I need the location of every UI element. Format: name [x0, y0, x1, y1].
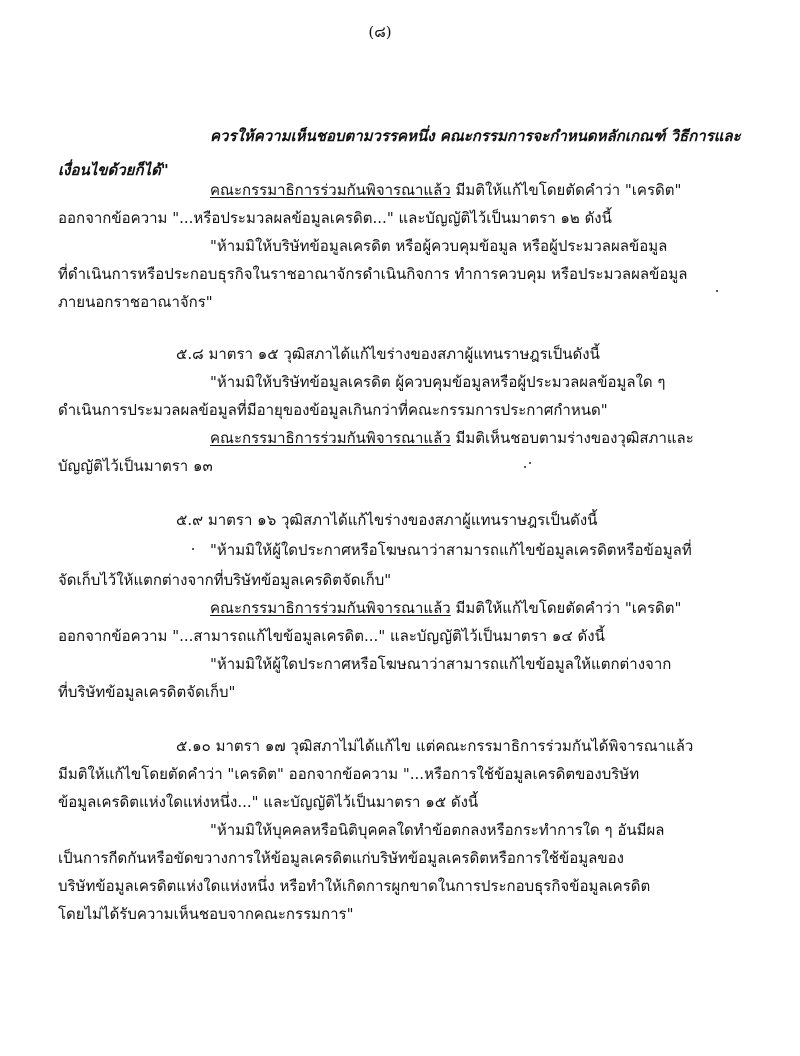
- committee-resolution: มีมติให้แก้ไขโดยตัดคำว่า "เครดิต": [450, 181, 682, 199]
- quote-line: ที่ดำเนินการหรือประกอบธุรกิจในราชอาณาจักรดำเนินกิจการ ทำการควบคุม หรือประมวลผลข้อมูล: [58, 265, 688, 283]
- scan-speck: [192, 548, 194, 550]
- committee-line: [210, 598, 681, 618]
- committee-resolution: มีมติเห็นชอบตามร่างของวุฒิสภาและ: [450, 429, 694, 447]
- quote-line: ที่บริษัทข้อมูลเครดิตจัดเก็บ": [58, 683, 236, 701]
- quote-line: จัดเก็บไว้ให้แตกต่างจากที่บริษัทข้อมูลเครดิตจัดเก็บ": [58, 571, 392, 589]
- committee-label: คณะกรรมาธิการร่วมกันพิจารณาแล้ว: [210, 599, 451, 617]
- scan-speck: [529, 462, 531, 464]
- paragraph-line: เงื่อนไขด้วยก็ได้": [58, 161, 169, 179]
- paragraph-line: ข้อมูลเครดิตแห่งใดแห่งหนึ่ง..." และบัญญัติไว้เป็นมาตรา ๑๕ ดังนี้: [58, 793, 479, 811]
- quote-line: ภายนอกราชอาณาจักร": [58, 293, 213, 311]
- committee-label: คณะกรรมาธิการร่วมกันพิจารณาแล้ว: [210, 429, 451, 447]
- section-heading: ๕.๘ มาตรา ๑๕ วุฒิสภาได้แก้ไขร่างของสภาผู้แทนราษฎรเป็นดังนี้: [176, 345, 600, 363]
- paragraph-line: ควรให้ความเห็นชอบตามวรรคหนึ่ง คณะกรรมการจะกำหนดหลักเกณฑ์ วิธีการและ: [210, 127, 741, 145]
- quote-line: เป็นการกีดกันหรือขัดขวางการให้ข้อมูลเครดิตแก่บริษัทข้อมูลเครดิตหรือการใช้ข้อมูลของ: [58, 849, 624, 867]
- paragraph-line: บัญญัติไว้เป็นมาตรา ๑๓: [58, 457, 213, 475]
- scan-speck: [524, 466, 526, 468]
- section-heading: ๕.๑๐ มาตรา ๑๗ วุฒิสภาไม่ได้แก้ไข แต่คณะกรรมาธิการร่วมกันได้พิจารณาแล้ว: [176, 737, 694, 755]
- quote-line: "ห้ามมิให้ผู้ใดประกาศหรือโฆษณาว่าสามารถแก้ไขข้อมูลเครดิตหรือข้อมูลที่: [210, 541, 692, 559]
- scan-speck: [716, 290, 718, 292]
- paragraph-line: ออกจากข้อความ "...หรือประมวลผลข้อมูลเครดิต..." และบัญญัติไว้เป็นมาตรา ๑๒ ดังนี้: [58, 209, 612, 227]
- committee-line: [210, 180, 681, 200]
- section-heading: ๕.๙ มาตรา ๑๖ วุฒิสภาได้แก้ไขร่างของสภาผู้แทนราษฎรเป็นดังนี้: [176, 511, 598, 529]
- paragraph-line: ออกจากข้อความ "...สามารถแก้ไขข้อมูลเครดิต..." และบัญญัติไว้เป็นมาตรา ๑๔ ดังนี้: [58, 627, 605, 645]
- quote-line: "ห้ามมิให้บริษัทข้อมูลเครดิต ผู้ควบคุมข้อมูลหรือผู้ประมวลผลข้อมูลใด ๆ: [210, 373, 666, 391]
- committee-resolution: มีมติให้แก้ไขโดยตัดคำว่า "เครดิต": [450, 599, 682, 617]
- quote-line: "ห้ามมิให้ผู้ใดประกาศหรือโฆษณาว่าสามารถแก้ไขข้อมูลให้แตกต่างจาก: [210, 655, 672, 673]
- committee-line: [210, 428, 694, 448]
- paragraph-line: มีมติให้แก้ไขโดยตัดคำว่า "เครดิต" ออกจากข้อความ "...หรือการใช้ข้อมูลเครดิตของบริษัท: [58, 765, 640, 783]
- quote-line: บริษัทข้อมูลเครดิตแห่งใดแห่งหนึ่ง หรือทำให้เกิดการผูกขาดในการประกอบธุรกิจข้อมูลเครดิต: [58, 877, 651, 895]
- quote-line: "ห้ามมิให้บริษัทข้อมูลเครดิต หรือผู้ควบคุมข้อมูล หรือผู้ประมวลผลข้อมูล: [210, 237, 668, 255]
- committee-label: คณะกรรมาธิการร่วมกันพิจารณาแล้ว: [210, 181, 451, 199]
- page-number: (๘): [368, 23, 392, 41]
- quote-line: "ห้ามมิให้บุคคลหรือนิติบุคคลใดทำข้อตกลงหรือกระทำการใด ๆ อันมีผล: [210, 821, 665, 839]
- quote-line: โดยไม่ได้รับความเห็นชอบจากคณะกรรมการ": [58, 905, 354, 923]
- quote-line: ดำเนินการประมวลผลข้อมูลที่มีอายุของข้อมูลเกินกว่าที่คณะกรรมการประกาศกำหนด": [58, 401, 608, 419]
